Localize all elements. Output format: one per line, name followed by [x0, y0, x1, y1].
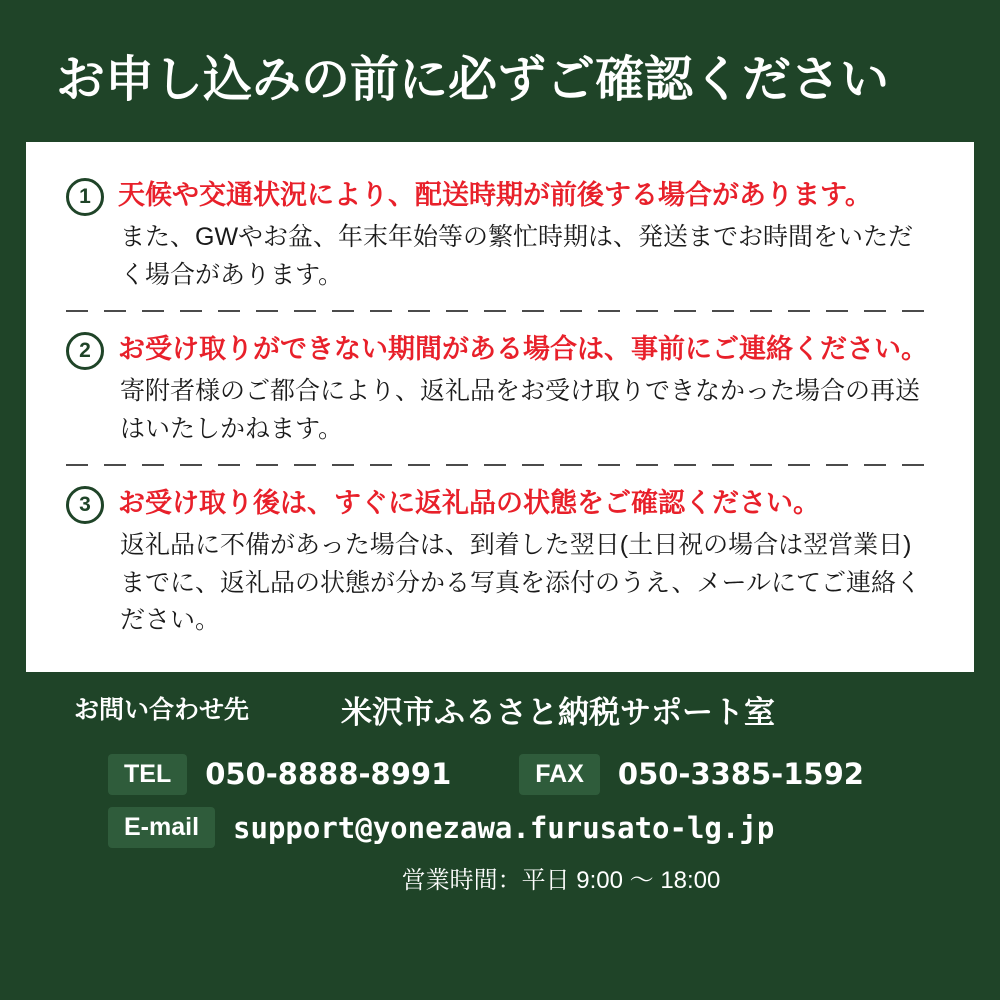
email-value[interactable]: support@yonezawa.furusato-lg.jp	[233, 810, 775, 845]
notice-item-1	[66, 176, 934, 294]
divider-1	[66, 310, 934, 312]
tel-value[interactable]: 050-8888-8991	[205, 757, 452, 792]
notice-number-badge: 1	[66, 178, 104, 216]
contact-tag-label: お問い合わせ先	[52, 686, 279, 734]
page-title: お申し込みの前に必ずご確認ください	[56, 53, 890, 107]
notice-number-badge: 3	[66, 486, 104, 524]
notice-body-1	[118, 176, 934, 294]
notice-heading: お受け取り後は、すぐに返礼品の状態をご確認ください。	[118, 488, 820, 519]
notice-body-3	[118, 484, 934, 640]
notice-item-3	[66, 484, 934, 640]
notice-text: 返礼品に不備があった場合は、到着した翌日(土日祝の場合は翌営業日)までに、返礼品の状態が分かる写真を添付のうえ、メールにてご連絡ください。	[120, 531, 922, 635]
business-hours: 営業時間：平日 9:00 〜 18:00	[401, 867, 721, 895]
divider-2	[66, 464, 934, 466]
notice-heading: 天候や交通状況により、配送時期が前後する場合があります。	[118, 179, 872, 210]
tel-label: TEL	[108, 754, 187, 795]
fax-value: 050-3385-1592	[617, 757, 864, 792]
contact-department: 米沢市ふるさと納税サポート室	[341, 695, 776, 731]
contact-row-phone	[108, 754, 974, 795]
notice-number-badge: 2	[66, 332, 104, 370]
email-label: E-mail	[108, 807, 215, 848]
contact-details	[108, 754, 974, 896]
fax-label: FAX	[519, 754, 600, 795]
notice-text: また、GWやお盆、年末年始等の繁忙時期は、発送までお時間をいただく場合があります。	[120, 223, 914, 289]
notice-body-2	[118, 330, 934, 448]
notices-card	[26, 142, 974, 672]
contact-header	[52, 686, 974, 734]
notice-item-2	[66, 330, 934, 448]
notice-text: 寄附者様のご都合により、返礼品をお受け取りできなかった場合の再送はいたしかねます。	[120, 377, 921, 443]
contact-row-email	[108, 807, 974, 848]
notice-heading: お受け取りができない期間がある場合は、事前にご連絡ください。	[118, 334, 928, 365]
